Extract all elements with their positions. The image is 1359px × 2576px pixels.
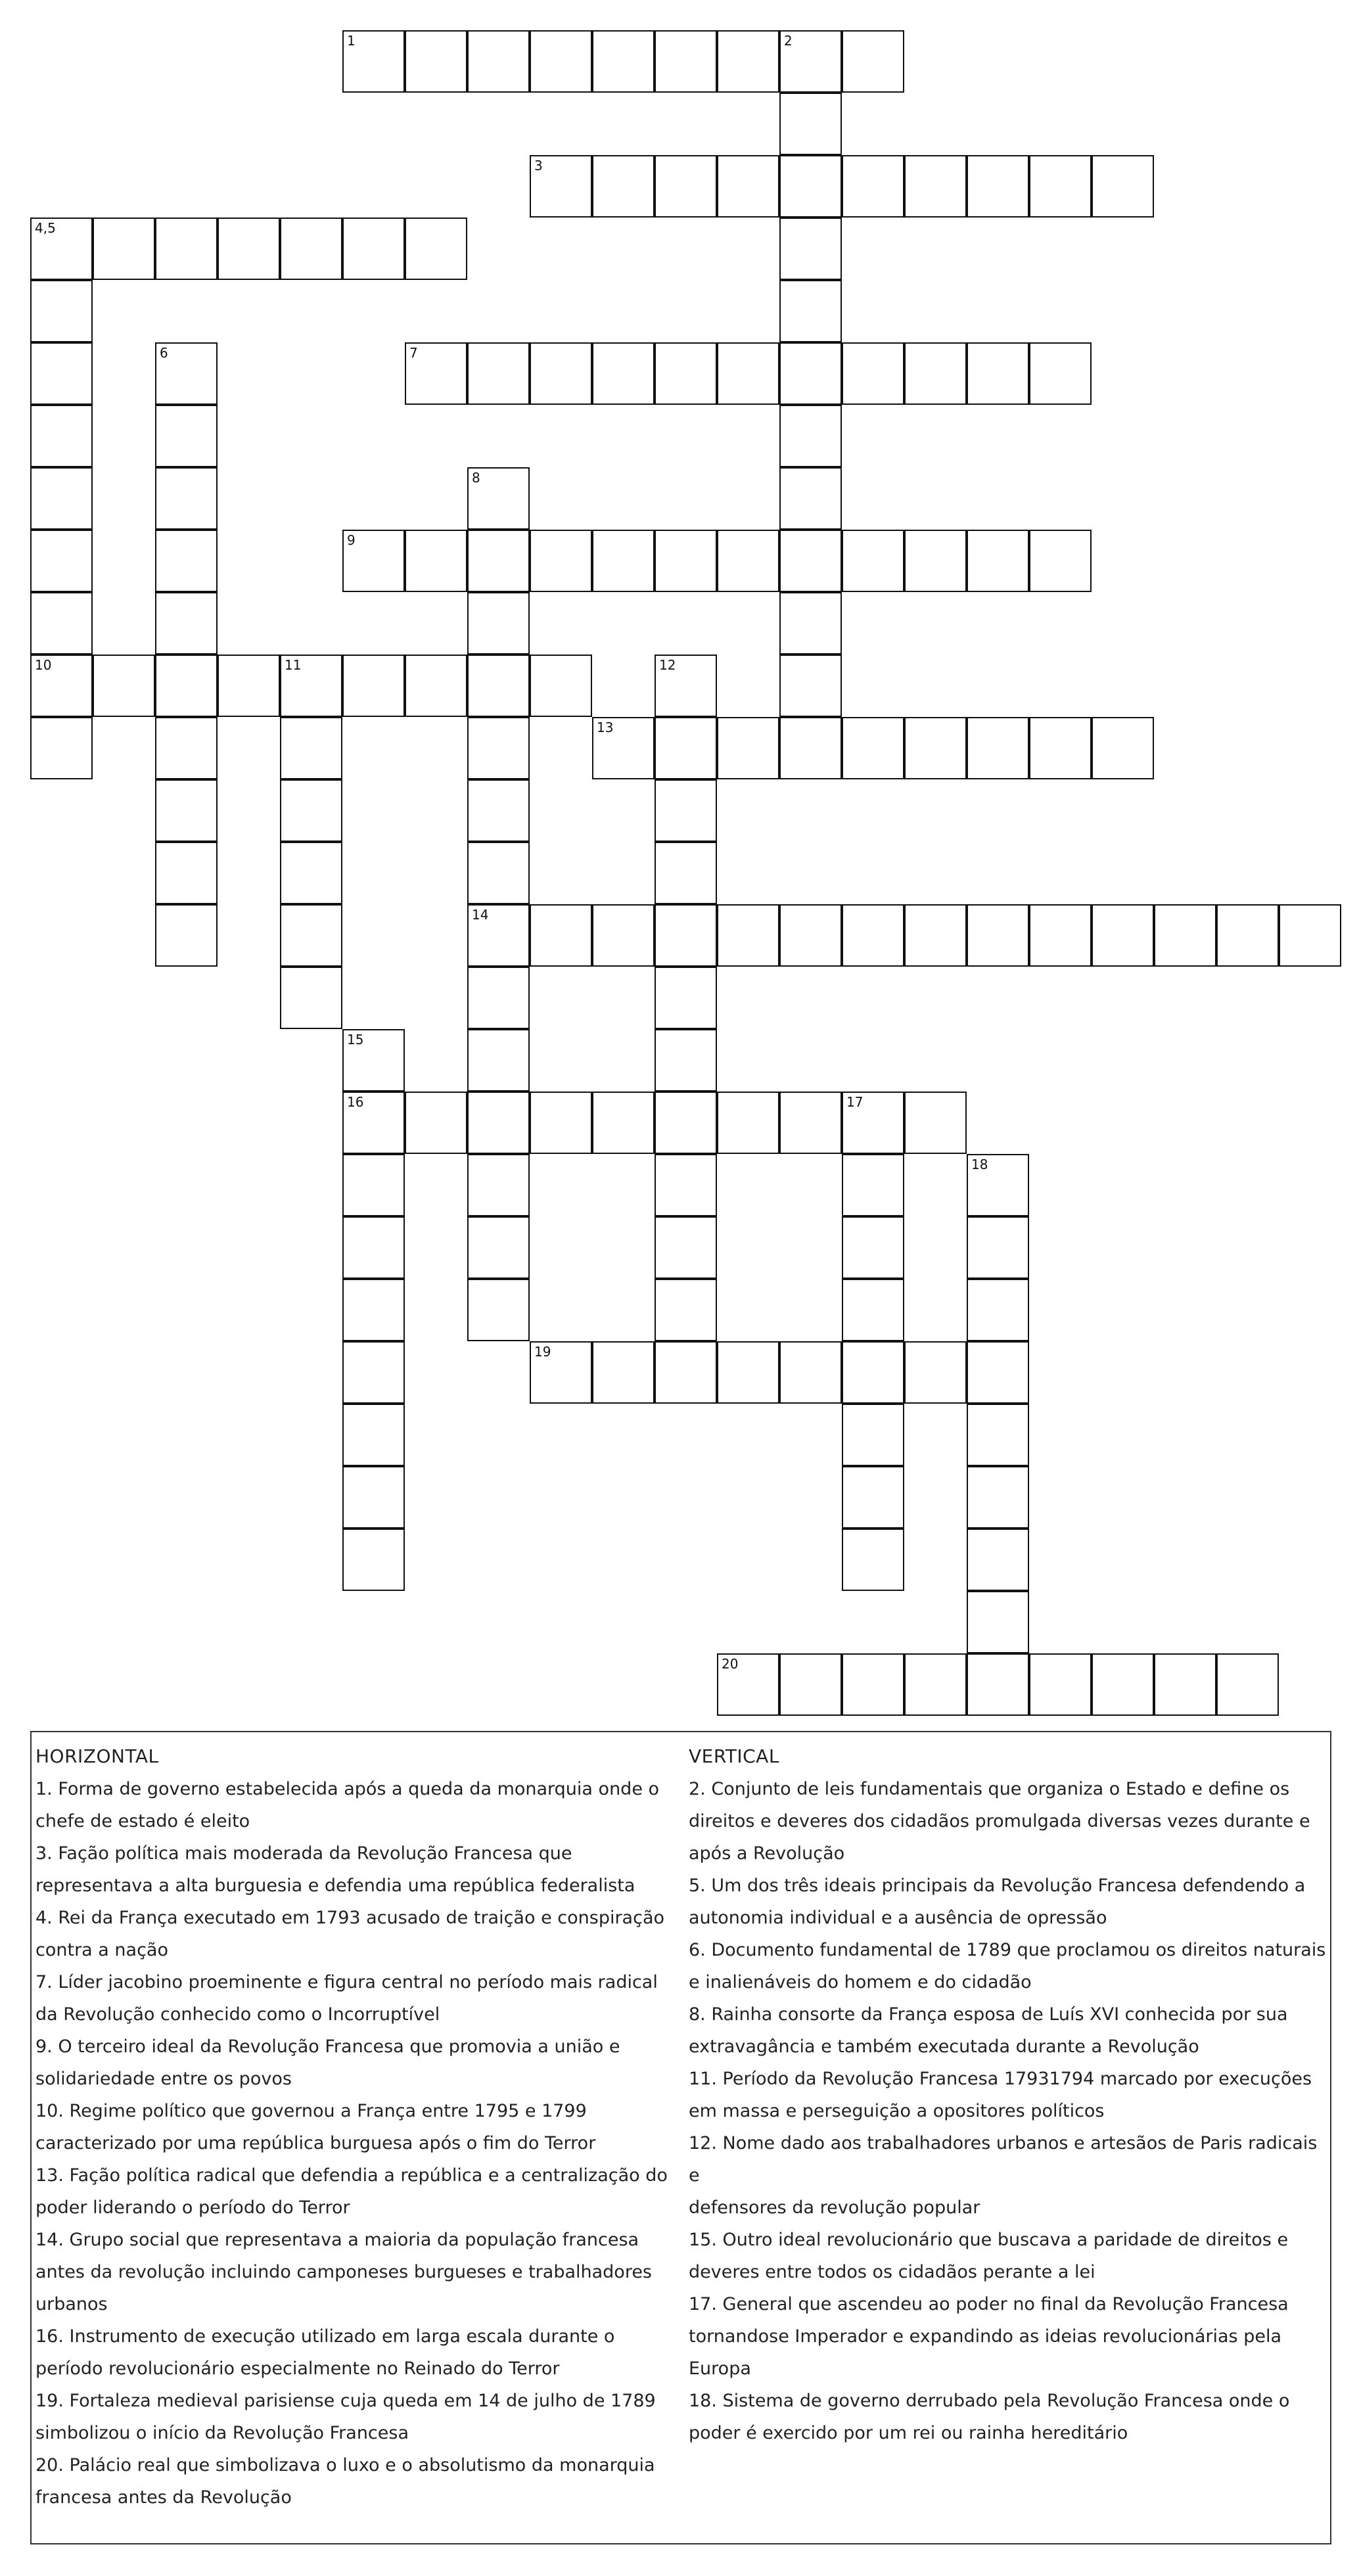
clue-line: 19. Fortaleza medieval parisiense cuja queda em 14 de julho de 1789: [35, 2391, 656, 2411]
crossword-cell[interactable]: [967, 342, 1029, 405]
crossword-cell[interactable]: [155, 467, 218, 530]
crossword-cell[interactable]: [592, 904, 655, 967]
crossword-cell[interactable]: [155, 779, 218, 842]
clue-line: autonomia individual e a ausência de opressão: [689, 1908, 1107, 1928]
crossword-cell[interactable]: [467, 1029, 530, 1092]
crossword-cell[interactable]: [904, 342, 967, 405]
crossword-cell[interactable]: [842, 30, 904, 93]
clue-number: 8: [472, 470, 480, 486]
crossword-cell[interactable]: [30, 405, 93, 467]
crossword-cell[interactable]: [904, 904, 967, 967]
crossword-cell[interactable]: [717, 1092, 779, 1154]
clue-line: 13. Fação política radical que defendia a república e a centralização do: [35, 2165, 668, 2186]
crossword-cell[interactable]: [842, 1216, 904, 1279]
crossword-cell[interactable]: [779, 1653, 842, 1716]
crossword-cell[interactable]: [842, 1466, 904, 1529]
crossword-cell[interactable]: [342, 30, 405, 93]
crossword-cell[interactable]: [967, 1529, 1029, 1591]
clue-line: solidariedade entre os povos: [35, 2069, 292, 2089]
crossword-cell[interactable]: [655, 717, 717, 779]
crossword-cell[interactable]: [530, 655, 592, 717]
clue-line: representava a alta burguesia e defendia uma república federalista: [35, 1875, 635, 1896]
crossword-cell[interactable]: [904, 1653, 967, 1716]
crossword-cell[interactable]: [717, 530, 779, 592]
crossword-cell[interactable]: [155, 592, 218, 655]
crossword-cell[interactable]: [467, 842, 530, 904]
crossword-cell[interactable]: [342, 1029, 405, 1092]
crossword-cell[interactable]: [842, 1279, 904, 1341]
crossword-cell[interactable]: [342, 1279, 405, 1341]
crossword-cell[interactable]: [655, 530, 717, 592]
crossword-cell[interactable]: [467, 592, 530, 655]
horizontal-clues: [35, 1740, 676, 2514]
clue-line: 4. Rei da França executado em 1793 acusado de traição e conspiração: [35, 1908, 665, 1928]
clue-line: 12. Nome dado aos trabalhadores urbanos e artesãos de Paris radicais e: [689, 2133, 1318, 2186]
clue-number: 7: [409, 345, 418, 361]
crossword-cell[interactable]: [779, 467, 842, 530]
clue-number: 17: [846, 1094, 864, 1110]
clue-line: contra a nação: [35, 1940, 168, 1960]
crossword-cell[interactable]: [530, 30, 592, 93]
crossword-cell[interactable]: [717, 1341, 779, 1404]
clue-line: defensores da revolução popular: [689, 2197, 980, 2218]
crossword-cell[interactable]: [655, 1216, 717, 1279]
crossword-cell[interactable]: [1216, 1653, 1279, 1716]
crossword-cell[interactable]: [342, 1466, 405, 1529]
clue-line: antes da revolução incluindo camponeses burgueses e trabalhadores: [35, 2262, 652, 2282]
clue-line: após a Revolução: [689, 1843, 845, 1864]
crossword-cell[interactable]: [779, 342, 842, 405]
clue-number: 19: [534, 1344, 551, 1360]
crossword-cell[interactable]: [592, 1092, 655, 1154]
clue-number: 12: [659, 657, 676, 673]
crossword-cell[interactable]: [342, 530, 405, 592]
crossword-cell[interactable]: [1092, 717, 1154, 779]
crossword-cell[interactable]: [655, 655, 717, 717]
crossword-cell[interactable]: [842, 904, 904, 967]
clue-line: e inalienáveis do homem e do cidadão: [689, 1972, 1032, 1992]
crossword-cell[interactable]: [93, 655, 155, 717]
crossword-cell[interactable]: [280, 218, 342, 280]
crossword-cell[interactable]: [467, 530, 530, 592]
crossword-cell[interactable]: [967, 1404, 1029, 1466]
crossword-cell[interactable]: [30, 592, 93, 655]
crossword-cell[interactable]: [342, 1404, 405, 1466]
crossword-cell[interactable]: [1029, 342, 1092, 405]
clue-line: 14. Grupo social que representava a maioria da população francesa: [35, 2230, 639, 2250]
crossword-cell[interactable]: [530, 904, 592, 967]
crossword-cell[interactable]: [779, 218, 842, 280]
clue-line: 15. Outro ideal revolucionário que buscava a paridade de direitos e: [689, 2230, 1289, 2250]
crossword-cell[interactable]: [342, 1154, 405, 1216]
crossword-cell[interactable]: [592, 342, 655, 405]
clue-line: Europa: [689, 2358, 751, 2379]
crossword-cell[interactable]: [1029, 717, 1092, 779]
clue-line: 9. O terceiro ideal da Revolução Francesa que promovia a união e: [35, 2036, 620, 2057]
crossword-cell[interactable]: [842, 1404, 904, 1466]
clue-number: 3: [534, 158, 543, 173]
clue-number: 15: [347, 1032, 364, 1047]
clue-line: caracterizado por uma república burguesa após o fim do Terror: [35, 2133, 596, 2153]
clue-line: 6. Documento fundamental de 1789 que proclamou os direitos naturais: [689, 1940, 1326, 1960]
crossword-cell[interactable]: [1154, 1653, 1216, 1716]
crossword-cell[interactable]: [342, 1216, 405, 1279]
crossword-cell[interactable]: [467, 779, 530, 842]
crossword-cell[interactable]: [155, 904, 218, 967]
clue-line: 7. Líder jacobino proeminente e figura central no período mais radical: [35, 1972, 658, 1992]
crossword-cell[interactable]: [842, 717, 904, 779]
crossword-cell[interactable]: [717, 1653, 779, 1716]
crossword-cell[interactable]: [530, 155, 592, 218]
crossword-cell[interactable]: [779, 717, 842, 779]
clue-line: da Revolução conhecido como o Incorruptível: [35, 2004, 440, 2025]
crossword-cell[interactable]: [717, 155, 779, 218]
crossword-cell[interactable]: [155, 655, 218, 717]
clue-line: poder é exercido por um rei ou rainha hereditário: [689, 2423, 1128, 2443]
crossword-cell[interactable]: [779, 1092, 842, 1154]
clue-line: 8. Rainha consorte da França esposa de Luís XVI conhecida por sua: [689, 2004, 1288, 2025]
crossword-cell[interactable]: [405, 530, 467, 592]
crossword-cell[interactable]: [842, 1154, 904, 1216]
crossword-cell[interactable]: [30, 342, 93, 405]
crossword-cell[interactable]: [779, 530, 842, 592]
crossword-cell[interactable]: [655, 1341, 717, 1404]
crossword-cell[interactable]: [842, 1653, 904, 1716]
clue-line: 17. General que ascendeu ao poder no final da Revolução Francesa: [689, 2294, 1289, 2314]
crossword-cell[interactable]: [342, 1092, 405, 1154]
crossword-cell[interactable]: [967, 1279, 1029, 1341]
clue-line: 18. Sistema de governo derrubado pela Revolução Francesa onde o: [689, 2391, 1290, 2411]
clue-line: 5. Um dos três ideais principais da Revolução Francesa defendendo a: [689, 1875, 1306, 1896]
crossword-cell[interactable]: [467, 967, 530, 1029]
crossword-cell[interactable]: [467, 1279, 530, 1341]
clue-number: 14: [472, 907, 489, 923]
crossword-cell[interactable]: [530, 1092, 592, 1154]
clue-line: 16. Instrumento de execução utilizado em larga escala durante o: [35, 2326, 615, 2347]
crossword-cell[interactable]: [655, 842, 717, 904]
crossword-cell[interactable]: [280, 655, 342, 717]
crossword-cell[interactable]: [530, 530, 592, 592]
crossword-cell[interactable]: [967, 1653, 1029, 1716]
crossword-cell[interactable]: [842, 1529, 904, 1591]
crossword-cell[interactable]: [467, 342, 530, 405]
crossword-cell[interactable]: [779, 904, 842, 967]
crossword-cell[interactable]: [1092, 155, 1154, 218]
clue-line: em massa e perseguição a opositores políticos: [689, 2101, 1105, 2121]
clue-number: 4,5: [35, 220, 56, 236]
crossword-cell[interactable]: [779, 30, 842, 93]
crossword-cell[interactable]: [967, 1341, 1029, 1404]
crossword-cell[interactable]: [280, 904, 342, 967]
crossword-cell[interactable]: [967, 155, 1029, 218]
clue-line: 3. Fação política mais moderada da Revolução Francesa que: [35, 1843, 572, 1864]
crossword-cell[interactable]: [967, 1154, 1029, 1216]
vertical-title: VERTICAL: [689, 1745, 779, 1767]
clue-line: extravagância e também executada durante a Revolução: [689, 2036, 1199, 2057]
clues-panel: [30, 1731, 1331, 2544]
crossword-cell[interactable]: [655, 1092, 717, 1154]
clue-number: 1: [347, 33, 356, 49]
clue-number: 18: [971, 1157, 988, 1172]
crossword-cell[interactable]: [1029, 155, 1092, 218]
crossword-cell[interactable]: [904, 1341, 967, 1404]
clue-line: direitos e deveres dos cidadãos promulgada diversas vezes durante e: [689, 1811, 1310, 1831]
crossword-cell[interactable]: [779, 155, 842, 218]
crossword-cell[interactable]: [655, 30, 717, 93]
crossword-cell[interactable]: [155, 218, 218, 280]
clue-line: poder liderando o período do Terror: [35, 2197, 350, 2218]
clue-number: 2: [784, 33, 793, 49]
crossword-cell[interactable]: [779, 655, 842, 717]
crossword-cell[interactable]: [655, 155, 717, 218]
crossword-cell[interactable]: [280, 967, 342, 1029]
clue-number: 13: [597, 720, 614, 735]
crossword-cell[interactable]: [967, 717, 1029, 779]
clue-line: deveres entre todos os cidadãos perante a lei: [689, 2262, 1095, 2282]
crossword-cell[interactable]: [30, 655, 93, 717]
crossword-cell[interactable]: [467, 1216, 530, 1279]
crossword-cell[interactable]: [218, 218, 280, 280]
crossword-cell[interactable]: [155, 405, 218, 467]
clue-number: 11: [285, 657, 302, 673]
clue-line: francesa antes da Revolução: [35, 2487, 292, 2508]
crossword-cell[interactable]: [779, 405, 842, 467]
crossword-cell[interactable]: [467, 904, 530, 967]
crossword-cell[interactable]: [1029, 530, 1092, 592]
crossword-cell[interactable]: [592, 717, 655, 779]
clue-line: urbanos: [35, 2294, 108, 2314]
crossword-cell[interactable]: [842, 1341, 904, 1404]
crossword-cell[interactable]: [592, 530, 655, 592]
crossword-cell[interactable]: [1029, 1653, 1092, 1716]
crossword-cell[interactable]: [30, 467, 93, 530]
crossword-cell[interactable]: [842, 342, 904, 405]
crossword-cell[interactable]: [655, 779, 717, 842]
crossword-cell[interactable]: [842, 530, 904, 592]
crossword-cell[interactable]: [1279, 904, 1341, 967]
crossword-cell[interactable]: [967, 530, 1029, 592]
crossword-cell[interactable]: [717, 717, 779, 779]
crossword-cell[interactable]: [592, 1341, 655, 1404]
clue-line: 20. Palácio real que simbolizava o luxo e o absolutismo da monarquia: [35, 2455, 655, 2475]
horizontal-clue-list: [35, 1773, 676, 2514]
vertical-clues: [689, 1740, 1329, 2449]
crossword-cell[interactable]: [842, 1092, 904, 1154]
crossword-cell[interactable]: [592, 155, 655, 218]
crossword-cell[interactable]: [1092, 1653, 1154, 1716]
crossword-cell[interactable]: [779, 592, 842, 655]
crossword-cell[interactable]: [218, 655, 280, 717]
clue-line: chefe de estado é eleito: [35, 1811, 250, 1831]
crossword-cell[interactable]: [405, 1092, 467, 1154]
crossword-cell[interactable]: [467, 467, 530, 530]
crossword-cell[interactable]: [779, 1341, 842, 1404]
crossword-cell[interactable]: [904, 155, 967, 218]
crossword-cell[interactable]: [280, 717, 342, 779]
crossword-cell[interactable]: [342, 218, 405, 280]
crossword-cell[interactable]: [1154, 904, 1216, 967]
crossword-cell[interactable]: [155, 530, 218, 592]
crossword-cell[interactable]: [30, 218, 93, 280]
crossword-cell[interactable]: [342, 1529, 405, 1591]
clue-line: 2. Conjunto de leis fundamentais que organiza o Estado e define os: [689, 1779, 1290, 1799]
crossword-cell[interactable]: [842, 155, 904, 218]
crossword-cell[interactable]: [655, 904, 717, 967]
crossword-cell[interactable]: [717, 904, 779, 967]
crossword-cell[interactable]: [967, 1591, 1029, 1653]
crossword-cell[interactable]: [904, 1092, 967, 1154]
crossword-cell[interactable]: [30, 530, 93, 592]
crossword-cell[interactable]: [1029, 904, 1092, 967]
crossword-cell[interactable]: [530, 1341, 592, 1404]
clue-line: simbolizou o início da Revolução Francesa: [35, 2423, 409, 2443]
crossword-cell[interactable]: [155, 842, 218, 904]
clue-number: 9: [347, 532, 356, 548]
crossword-cell[interactable]: [342, 1341, 405, 1404]
crossword-cell[interactable]: [405, 655, 467, 717]
crossword-cell[interactable]: [967, 904, 1029, 967]
clue-line: 10. Regime político que governou a França entre 1795 e 1799: [35, 2101, 587, 2121]
crossword-cell[interactable]: [467, 655, 530, 717]
crossword-cell[interactable]: [155, 717, 218, 779]
crossword-cell[interactable]: [155, 342, 218, 405]
crossword-cell[interactable]: [904, 717, 967, 779]
crossword-cell[interactable]: [655, 967, 717, 1029]
clue-line: 11. Período da Revolução Francesa 17931794 marcado por execuções: [689, 2069, 1312, 2089]
crossword-cell[interactable]: [1216, 904, 1279, 967]
clue-line: 1. Forma de governo estabelecida após a queda da monarquia onde o: [35, 1779, 660, 1799]
clue-number: 16: [347, 1094, 364, 1110]
crossword-cell[interactable]: [1092, 904, 1154, 967]
crossword-cell[interactable]: [717, 342, 779, 405]
horizontal-title: HORIZONTAL: [35, 1745, 159, 1767]
crossword-cell[interactable]: [405, 30, 467, 93]
crossword-cell[interactable]: [280, 779, 342, 842]
crossword-cell[interactable]: [655, 1154, 717, 1216]
vertical-clue-list: [689, 1773, 1329, 2449]
crossword-cell[interactable]: [30, 280, 93, 342]
crossword-cell[interactable]: [530, 342, 592, 405]
crossword-cell[interactable]: [592, 30, 655, 93]
crossword-cell[interactable]: [655, 342, 717, 405]
crossword-cell[interactable]: [467, 1154, 530, 1216]
clue-line: período revolucionário especialmente no Reinado do Terror: [35, 2358, 560, 2379]
crossword-cell[interactable]: [467, 717, 530, 779]
clue-number: 10: [35, 657, 52, 673]
clue-number: 6: [160, 345, 168, 361]
clue-line: tornandose Imperador e expandindo as ideias revolucionárias pela: [689, 2326, 1282, 2347]
crossword-cell[interactable]: [655, 1029, 717, 1092]
crossword-cell[interactable]: [904, 530, 967, 592]
crossword-cell[interactable]: [467, 1092, 530, 1154]
crossword-cell[interactable]: [717, 30, 779, 93]
crossword-cell[interactable]: [342, 655, 405, 717]
crossword-cell[interactable]: [30, 717, 93, 779]
crossword-cell[interactable]: [93, 218, 155, 280]
crossword-cell[interactable]: [655, 1279, 717, 1341]
crossword-cell[interactable]: [280, 842, 342, 904]
crossword-cell[interactable]: [405, 342, 467, 405]
crossword-cell[interactable]: [467, 30, 530, 93]
crossword-cell[interactable]: [779, 93, 842, 155]
crossword-cell[interactable]: [779, 280, 842, 342]
crossword-cell[interactable]: [967, 1466, 1029, 1529]
crossword-cell[interactable]: [967, 1216, 1029, 1279]
crossword-cell[interactable]: [405, 218, 467, 280]
clue-number: 20: [722, 1656, 739, 1672]
